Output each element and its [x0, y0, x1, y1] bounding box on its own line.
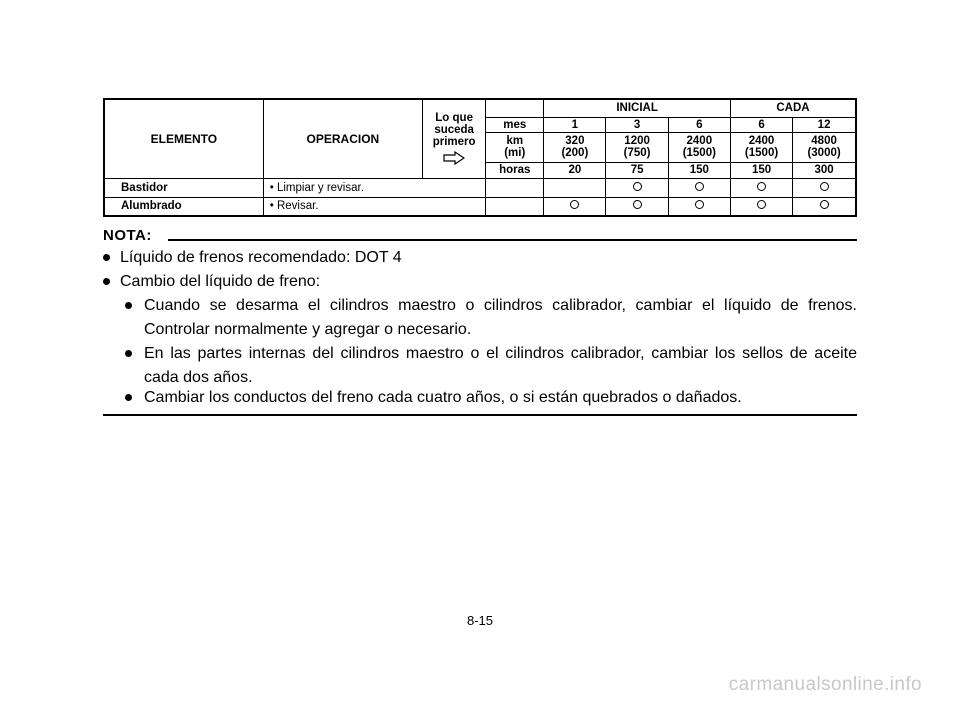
label-mes: mes [486, 117, 544, 132]
km-col2 [606, 132, 668, 162]
mes-col1: 1 [544, 117, 606, 132]
check-cell [730, 178, 792, 197]
nota-item-text: Cambio del líquido de freno: [120, 273, 321, 290]
nota-divider-bottom [103, 414, 857, 416]
horas-col5: 300 [793, 162, 856, 178]
table-row [104, 178, 856, 197]
nota-item [103, 270, 857, 294]
circle-mark-icon [820, 200, 829, 209]
nota-subitem [125, 386, 857, 410]
mes-col5: 12 [793, 117, 856, 132]
table-row [104, 197, 856, 216]
page-number: 8-15 [466, 613, 494, 628]
nota-subitem-line2: cada dos años. [144, 369, 253, 386]
bullet-icon [103, 254, 110, 261]
first-occurs-line3: primero [432, 136, 476, 149]
horas-col4: 150 [730, 162, 792, 178]
circle-mark-icon [757, 200, 766, 209]
mes-col3: 6 [668, 117, 730, 132]
km-col5 [793, 132, 856, 162]
maintenance-table [103, 98, 857, 217]
header-cada: CADA [730, 99, 856, 117]
label-horas: horas [486, 162, 544, 178]
mi-value: (1500) [744, 147, 779, 159]
row-element: Bastidor [104, 178, 263, 197]
bullet-icon [125, 394, 132, 401]
mi-value: (3000) [807, 147, 841, 159]
check-cell [668, 197, 730, 216]
right-arrow-icon [443, 151, 465, 165]
check-cell [793, 178, 856, 197]
nota-subitem-line2: Controlar normalmente y agregar o necesario. [144, 321, 472, 338]
nota-subitem-line1: En las partes internas del cilindros maestro o el cilindros calibrador, cambiar los sellos de aceite [144, 345, 857, 362]
check-cell [544, 197, 606, 216]
first-occurs-line1: Lo que [435, 112, 473, 125]
label-km [486, 132, 544, 162]
mes-col4: 6 [730, 117, 792, 132]
header-inicial: INICIAL [544, 99, 731, 117]
circle-mark-icon [695, 200, 704, 209]
circle-mark-icon [633, 182, 642, 191]
nota-title: NOTA: [103, 227, 152, 244]
horas-col3: 150 [668, 162, 730, 178]
check-cell [606, 197, 668, 216]
mi-value: (200) [561, 147, 589, 159]
check-cell [668, 178, 730, 197]
circle-mark-icon [633, 200, 642, 209]
label-km-text: km [506, 135, 524, 147]
nota-subitem [125, 342, 857, 390]
header-elemento: ELEMENTO [104, 99, 263, 178]
mi-value: (750) [623, 147, 651, 159]
check-cell [730, 197, 792, 216]
check-cell [793, 197, 856, 216]
header-first-occurs [423, 99, 486, 178]
check-cell [544, 178, 606, 197]
row-operation: • Revisar. [263, 197, 486, 216]
circle-mark-icon [820, 182, 829, 191]
km-col3 [668, 132, 730, 162]
nota-subitem-line1: Cuando se desarma el cilindros maestro o cilindros calibrador, cambiar el líquido de frenos. [144, 297, 857, 314]
mes-col2: 3 [606, 117, 668, 132]
km-value: 2400 [748, 135, 775, 147]
bullet-icon [125, 350, 132, 357]
row-element: Alumbrado [104, 197, 263, 216]
watermark: carmanualsonline.info [728, 674, 922, 695]
nota-subitem-line1: Cambiar los conductos del freno cada cuatro años, o si están quebrados o dañados. [144, 389, 742, 406]
km-value: 4800 [811, 135, 837, 147]
nota-divider-top [168, 239, 857, 241]
row-operation: • Limpiar y revisar. [263, 178, 486, 197]
circle-mark-icon [570, 200, 579, 209]
nota-item [103, 246, 857, 270]
km-value: 2400 [686, 135, 713, 147]
km-col1 [544, 132, 606, 162]
horas-col1: 20 [544, 162, 606, 178]
check-cell [606, 178, 668, 197]
circle-mark-icon [695, 182, 704, 191]
nota-item-text: Líquido de frenos recomendado: DOT 4 [120, 249, 402, 266]
circle-mark-icon [757, 182, 766, 191]
km-value: 1200 [624, 135, 650, 147]
header-operacion: OPERACION [263, 99, 422, 178]
horas-col2: 75 [606, 162, 668, 178]
km-value: 320 [565, 135, 585, 147]
km-col4 [730, 132, 792, 162]
nota-subitem [125, 294, 857, 342]
first-occurs-line2: suceda [434, 124, 474, 137]
bullet-icon [125, 302, 132, 309]
bullet-icon [103, 278, 110, 285]
label-mi-text: (mi) [504, 147, 526, 159]
mi-value: (1500) [682, 147, 716, 159]
